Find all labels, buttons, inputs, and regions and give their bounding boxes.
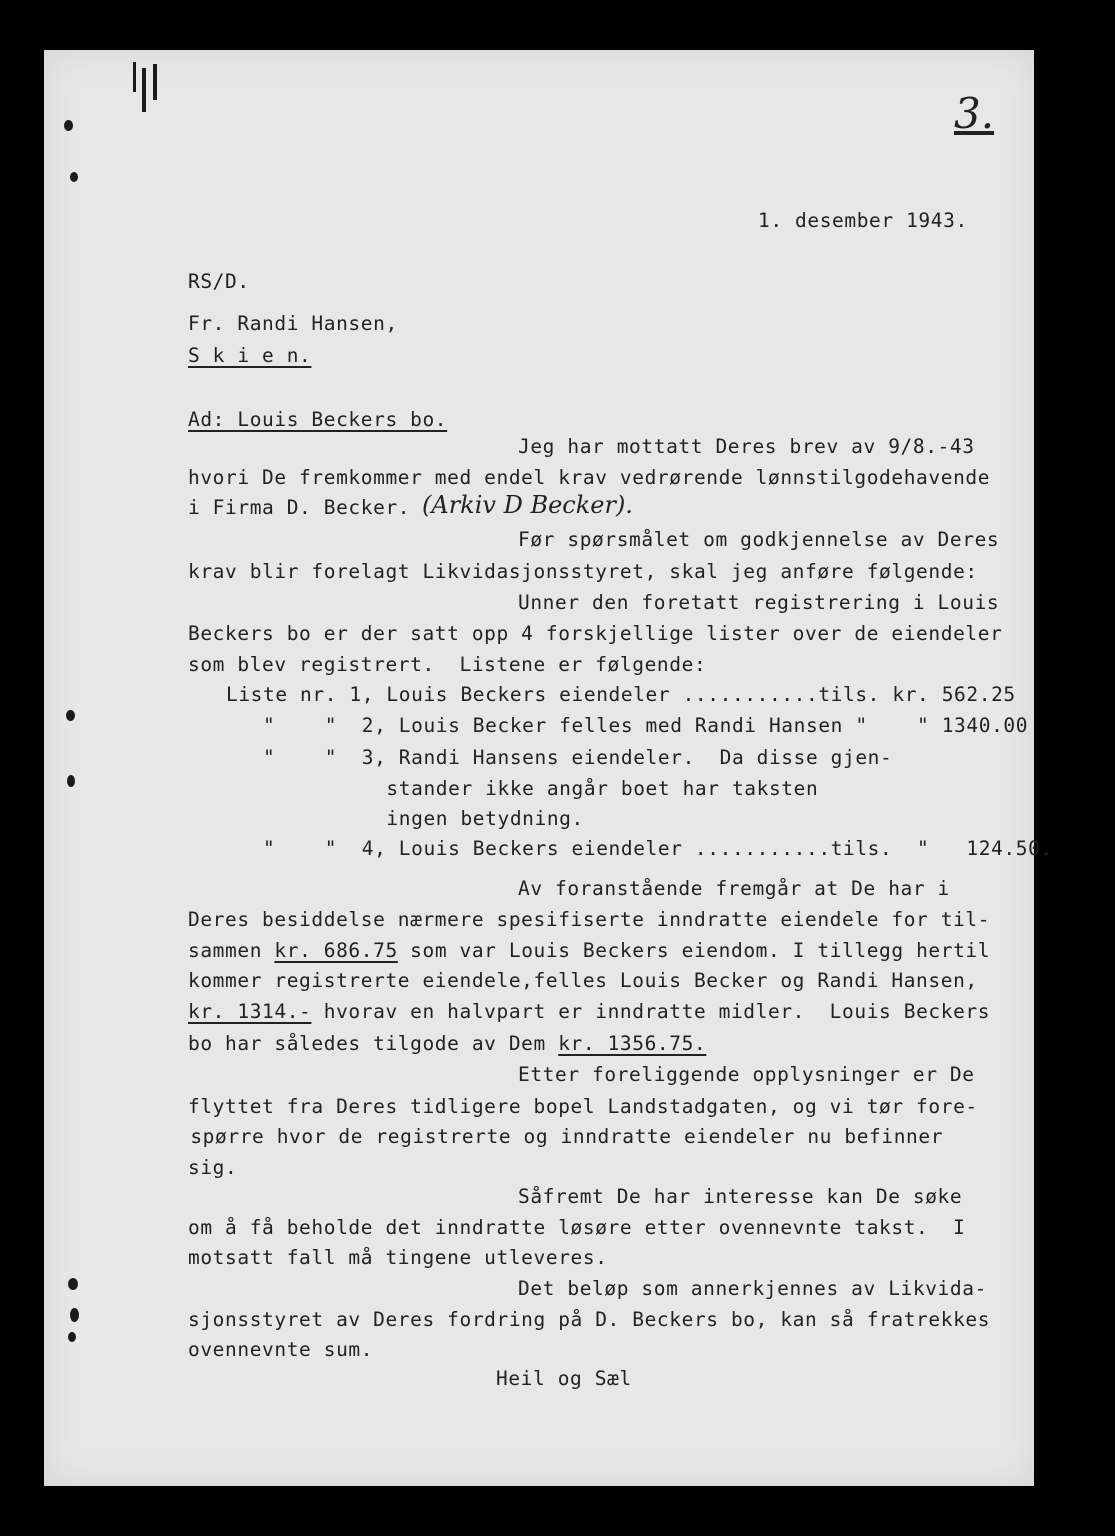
body-line: i Firma D. Becker. — [188, 496, 411, 519]
body-line: Unner den foretatt registrering i Louis — [518, 591, 1000, 614]
page-number: 3. — [954, 89, 995, 138]
recipient-name: Fr. Randi Hansen, — [188, 312, 398, 335]
body-line: flyttet fra Deres tidligere bopel Landstadgaten, og vi tør fore- — [188, 1095, 978, 1118]
body-line — [188, 1032, 706, 1056]
handwritten-note: (Arkiv D Becker). — [422, 491, 633, 519]
recipient-city: S k i e n. — [188, 344, 312, 367]
body-line: Såfremt De har interesse kan De søke — [518, 1185, 963, 1208]
body-line: Beckers bo er der satt opp 4 forskjellige lister over de eiendeler — [188, 622, 1003, 645]
punch-hole — [70, 1308, 79, 1322]
amount-underlined: kr. 686.75 — [274, 939, 398, 962]
body-line: Deres besiddelse nærmere spesifiserte inndratte eiendele for til- — [188, 908, 991, 931]
punch-hole — [68, 1332, 76, 1342]
staple-mark — [153, 64, 157, 100]
body-line: kommer registrerte eiendele,felles Louis Becker og Randi Hansen, — [188, 969, 978, 992]
punch-hole — [67, 775, 75, 787]
body-line: hvori De fremkommer med endel krav vedrørende lønnstilgodehavende — [188, 466, 991, 489]
closing-salutation: Heil og Sæl — [496, 1367, 632, 1390]
body-line — [188, 939, 990, 963]
subject-line: Ad: Louis Beckers bo. — [188, 408, 448, 431]
body-line: Etter foreliggende opplysninger er De — [518, 1063, 975, 1086]
body-line: ovennevnte sum. — [188, 1338, 374, 1361]
body-line: Før spørsmålet om godkjennelse av Deres — [518, 528, 1000, 551]
body-text: bo har således tilgode av Dem — [188, 1032, 559, 1055]
reference-code: RS/D. — [188, 270, 250, 293]
letter-page — [44, 50, 1053, 1486]
punch-hole — [64, 120, 73, 131]
body-line: krav blir forelagt Likvidasjonsstyret, skal jeg anføre følgende: — [188, 560, 978, 583]
list-item: stander ikke angår boet har taksten — [226, 777, 819, 800]
list-item: " " 3, Randi Hansens eiendeler. Da disse gjen- — [226, 746, 893, 769]
body-line: Av foranstående fremgår at De har i — [518, 877, 950, 900]
list-item: Liste nr. 1, Louis Beckers eiendeler ...........tils. kr. 562.25 — [226, 683, 1016, 706]
list-item: " " 2, Louis Becker felles med Randi Hansen " " 1340.00 — [226, 714, 1029, 737]
punch-hole — [70, 172, 78, 182]
body-line: sig. — [188, 1156, 238, 1179]
body-line: sjonsstyret av Deres fordring på D. Beckers bo, kan så fratrekkes — [188, 1308, 991, 1331]
body-text: som var Louis Beckers eiendom. I tillegg hertil — [397, 939, 991, 962]
letter-date: 1. desember 1943. — [758, 209, 968, 232]
body-line: om å få beholde det inndratte løsøre etter ovennevnte takst. I — [188, 1216, 966, 1239]
amount-underlined: kr. 1314.- — [188, 1000, 312, 1023]
body-text: hvorav en halvpart er inndratte midler. Louis Beckers — [311, 1000, 991, 1023]
list-item: ingen betydning. — [226, 807, 584, 830]
list-item: " " 4, Louis Beckers eiendeler ...........tils. " 124.50. — [226, 837, 1053, 860]
body-text: sammen — [188, 939, 275, 962]
punch-hole — [68, 1278, 78, 1290]
body-line: Jeg har mottatt Deres brev av 9/8.-43 — [518, 435, 975, 458]
punch-hole — [66, 710, 75, 721]
body-line: motsatt fall må tingene utleveres. — [188, 1246, 608, 1269]
body-line: spørre hvor de registrerte og inndratte eiendeler nu befinner — [178, 1125, 944, 1148]
body-line: Det beløp som annerkjennes av Likvida- — [518, 1277, 987, 1300]
body-line — [188, 1000, 990, 1024]
amount-underlined: kr. 1356.75. — [558, 1032, 707, 1055]
staple-mark — [133, 62, 136, 92]
staple-mark — [142, 68, 146, 112]
body-line: som blev registrert. Listene er følgende: — [188, 653, 707, 676]
